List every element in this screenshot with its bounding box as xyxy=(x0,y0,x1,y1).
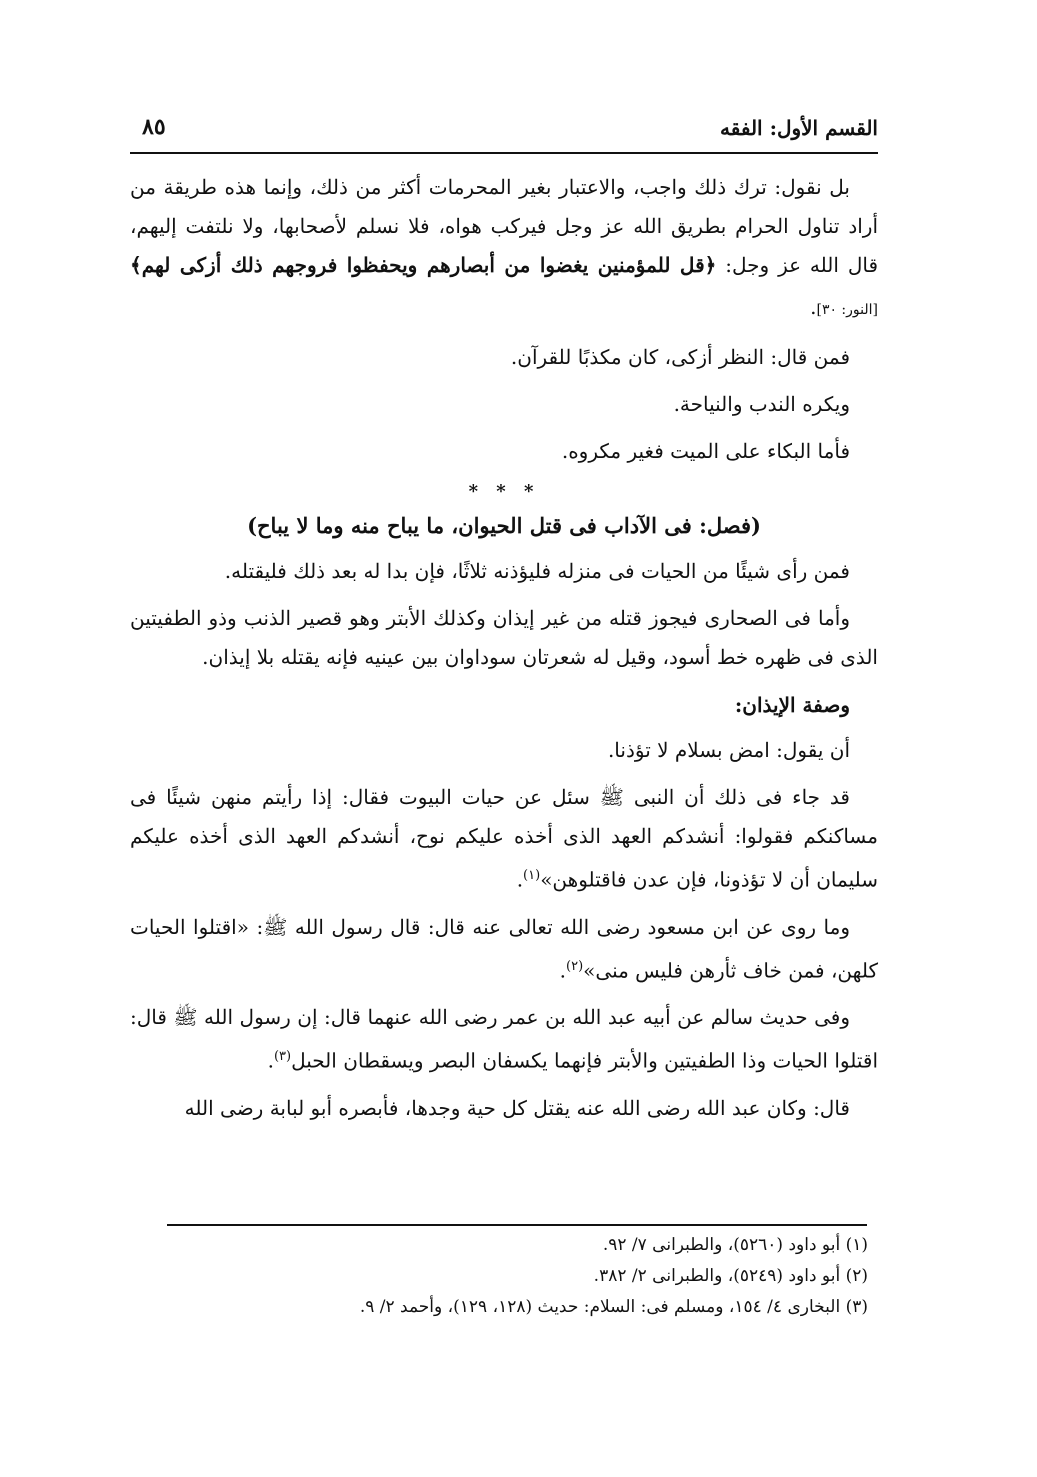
paragraph-8-text: قد جاء فى ذلك أن النبى ﷺ سئل عن حيات البيوت فقال: إذا رأيتم منهن شيئًا فى مساكنكم فقولوا: أنشدكم العهد الذى أخذه عليكم نوح، أنشدكم العهد الذى أخذه عليكم سليمان أن لا تؤذونا، فإن عدن فاقتلوهن» xyxy=(130,785,878,892)
section-title: القسم الأول: الفقه xyxy=(720,116,878,140)
subheading: وصفة الإيذان: xyxy=(734,693,850,717)
page-header xyxy=(130,114,878,154)
footnote-2: (٢) أبو داود (٥٢٤٩)، والطبرانى ٢/ ٣٨٢. xyxy=(593,1266,868,1286)
footnote-divider xyxy=(167,1224,867,1226)
paragraph-1 xyxy=(130,168,878,330)
paragraph-11: قال: وكان عبد الله رضى الله عنه يقتل كل حية وجدها، فأبصره أبو لبابة رضى الله xyxy=(184,1095,850,1120)
section-separator: * * * xyxy=(468,481,540,502)
footnote-3: (٣) البخارى ٤/ ١٥٤، ومسلم فى: السلام: حديث (١٢٨، ١٢٩)، وأحمد ٢/ ٩. xyxy=(359,1297,868,1317)
page-body xyxy=(130,168,878,1136)
paragraph-9-text: وما روى عن ابن مسعود رضى الله تعالى عنه قال: قال رسول الله ﷺ: «اقتلوا الحيات كلهن، فمن خاف ثأرهن فليس منى» xyxy=(130,914,878,983)
footnote-ref-1: (١) xyxy=(523,868,541,883)
paragraph-4: فأما البكاء على الميت فغير مكروه. xyxy=(561,439,850,463)
paragraph-9-end: . xyxy=(559,958,567,983)
paragraph-9 xyxy=(130,908,878,991)
paragraph-10-text: وفى حديث سالم عن أبيه عبد الله بن عمر رضى الله عنهما قال: إن رسول الله ﷺ قال: اقتلوا الحيات وذا الطفيتين والأبتر فإنهما يكسفان البصر ويسقطان الحبل xyxy=(130,1005,878,1073)
paragraph-6: وأما فى الصحارى فيجوز قتله من غير إيذان وكذلك الأبتر وهو قصير الذنب وذو الطفيتين الذى فى ظهره خط أسود، وقيل له شعرتان سوداوان بين عينيه فإنه يقتله بلا إيذان. xyxy=(130,606,878,669)
verse-citation: [النور: ٣٠] xyxy=(816,302,878,318)
paragraph-7: أن يقول: امض بسلام لا تؤذنا. xyxy=(607,738,850,762)
paragraph-10-end: . xyxy=(267,1048,274,1073)
paragraph-3: ويكره الندب والنياحة. xyxy=(673,392,850,416)
paragraph-2: فمن قال: النظر أزكى، كان مكذبًا للقرآن. xyxy=(510,345,850,369)
paragraph-10 xyxy=(130,998,878,1081)
chapter-heading: (فصل: فى الآداب فى قتل الحيوان، ما يباح منه وما لا يباح) xyxy=(247,513,761,538)
footnote-ref-3: (٣) xyxy=(273,1049,292,1065)
paragraph-5: فمن رأى شيئًا من الحيات فى منزله فليؤذنه ثلاثًا، فإن بدا له بعد ذلك فليقتله. xyxy=(224,559,850,583)
paragraph-8-end: . xyxy=(516,867,524,892)
footnote-ref-2: (٢) xyxy=(566,958,584,974)
page-number: ٨٥ xyxy=(142,114,166,140)
paragraph-1-text: بل نقول: ترك ذلك واجب، والاعتبار بغير المحرمات أكثر من ذلك، وإنما هذه طريقة من أراد تناول الحرام بطريق الله عز وجل فيركب هواه، فلا نسلم لأصحابها، ولا نلتفت إليهم، قال الله عز وجل: xyxy=(130,175,879,277)
footnote-1: (١) أبو داود (٥٢٦٠)، والطبرانى ٧/ ٩٢. xyxy=(602,1235,868,1255)
footnotes xyxy=(130,1230,868,1323)
paragraph-1-end: . xyxy=(810,295,817,319)
paragraph-8 xyxy=(130,778,878,900)
quran-verse: ﴿قل للمؤمنين يغضوا من أبصارهم ويحفظوا فروجهم ذلك أزكى لهم﴾ xyxy=(130,253,717,277)
